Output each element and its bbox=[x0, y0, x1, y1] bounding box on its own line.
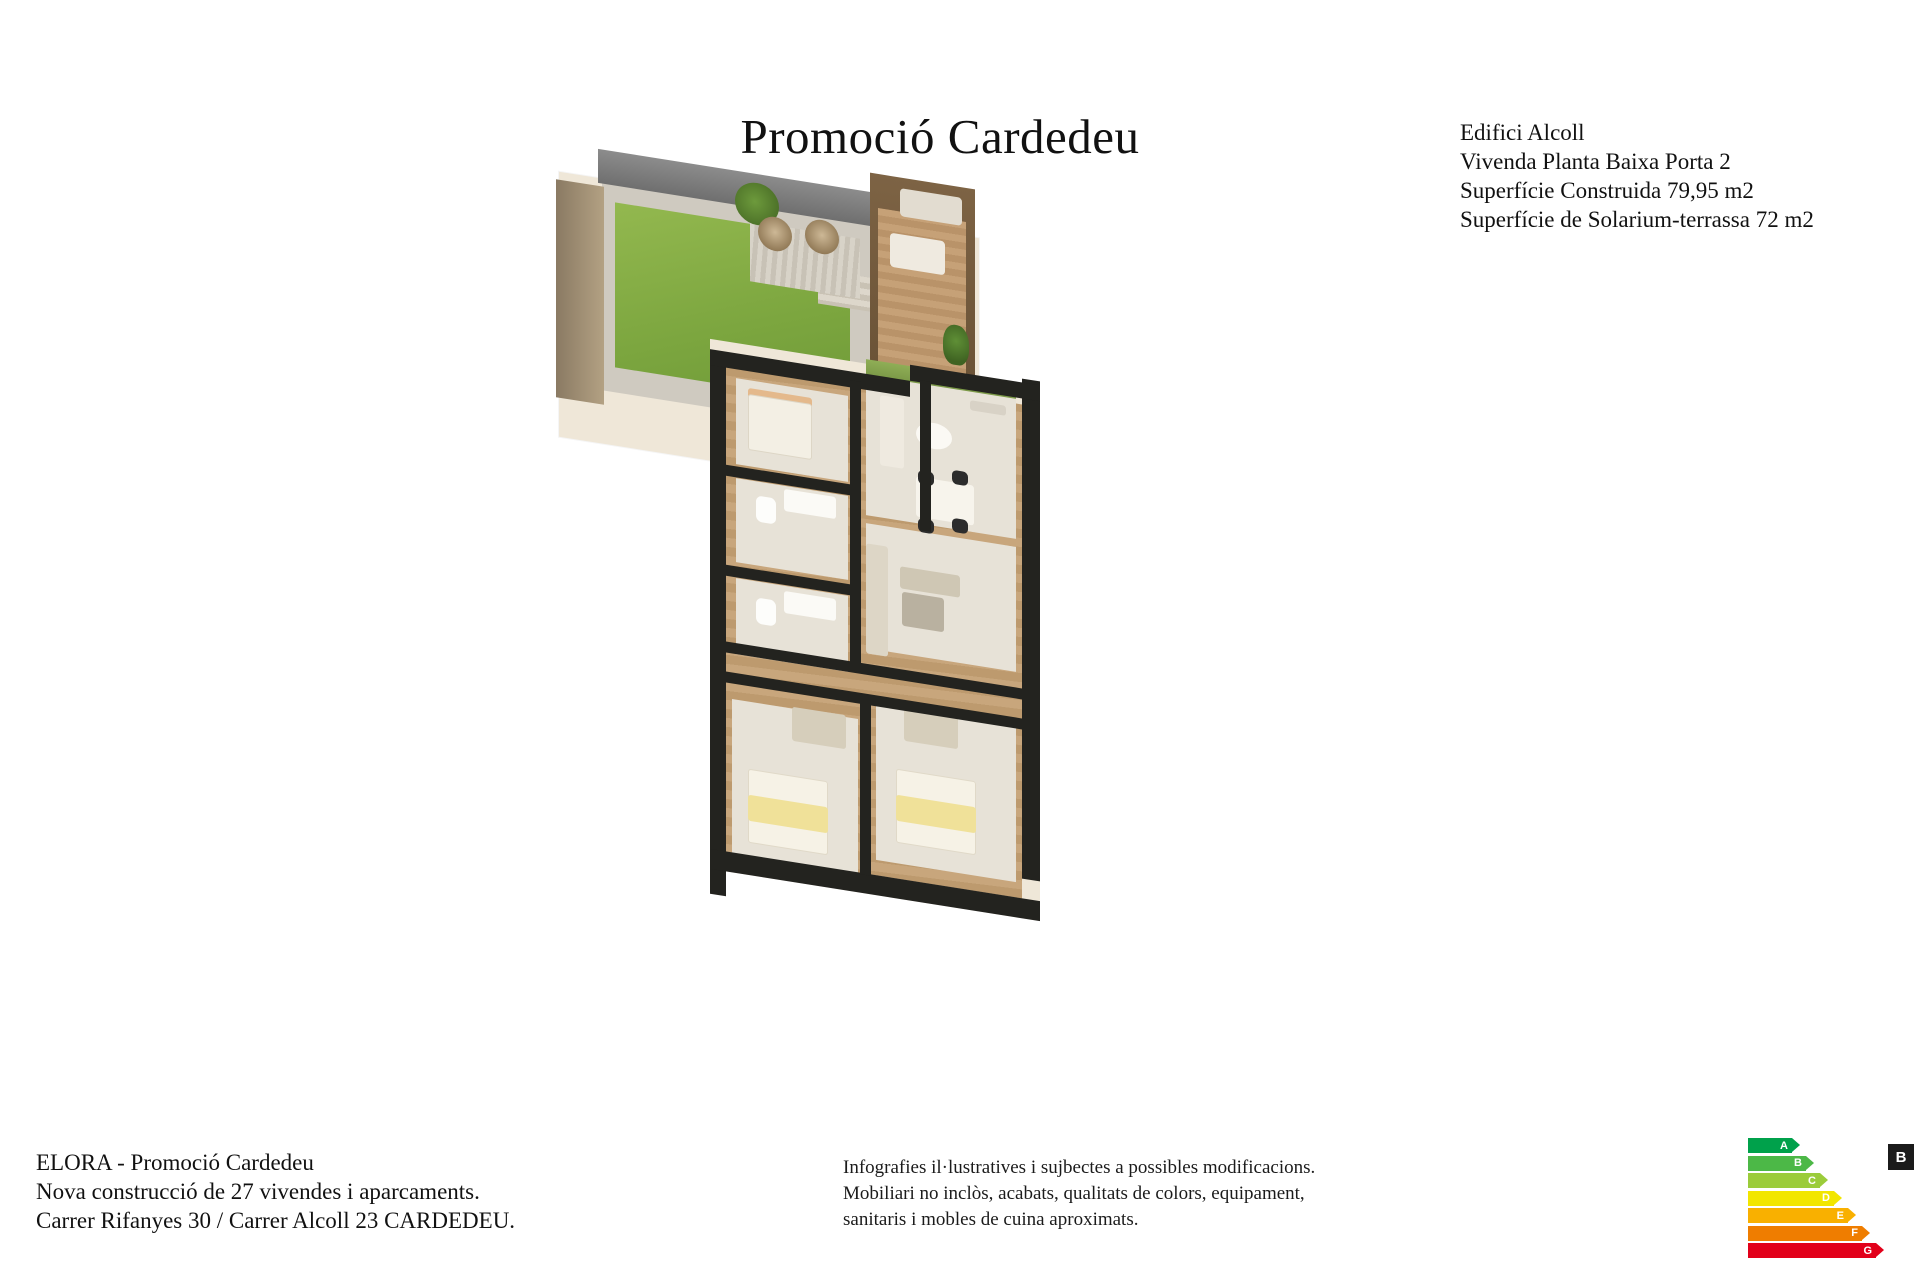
energy-bar-label: G bbox=[1863, 1244, 1872, 1257]
promo-line-1: ELORA - Promoció Cardedeu bbox=[36, 1150, 314, 1175]
energy-bar-label: E bbox=[1836, 1209, 1844, 1222]
energy-rating-label bbox=[1748, 1138, 1907, 1257]
logo-placeholder bbox=[30, 8, 348, 273]
bathroom-1-toilet bbox=[756, 495, 776, 524]
energy-bar-f bbox=[1748, 1226, 1862, 1241]
info-built-area: Superfície Construida 79,95 m2 bbox=[1460, 178, 1754, 203]
energy-rating-badge: B bbox=[1888, 1144, 1914, 1170]
energy-bar-label: D bbox=[1822, 1192, 1830, 1204]
bedroom-1-bed bbox=[748, 394, 812, 460]
dining-chair bbox=[952, 518, 968, 535]
energy-bars bbox=[1748, 1138, 1898, 1258]
energy-bar-d bbox=[1748, 1191, 1834, 1206]
energy-bar-e bbox=[1748, 1208, 1848, 1223]
living-room-sofa bbox=[880, 395, 904, 469]
interior-wall-vertical-1 bbox=[850, 380, 861, 672]
dining-chair bbox=[952, 470, 968, 487]
floor-plan-illustration bbox=[560, 175, 1300, 1095]
energy-bar-c bbox=[1748, 1173, 1820, 1188]
disclaimer-line-3: sanitaris i mobles de cuina aproximats. bbox=[843, 1209, 1139, 1230]
terrace-wall-left bbox=[556, 179, 604, 405]
promo-line-3: Carrer Rifanyes 30 / Carrer Alcoll 23 CARDEDEU. bbox=[36, 1208, 516, 1233]
info-unit: Vivenda Planta Baixa Porta 2 bbox=[1460, 149, 1731, 174]
energy-bar-label: A bbox=[1780, 1139, 1788, 1152]
disclaimer-line-1: Infografies il·lustratives i sujbectes a possibles modificacions. bbox=[843, 1157, 1316, 1178]
energy-bar-label: B bbox=[1794, 1157, 1802, 1169]
info-terrace-area: Superfície de Solarium-terrassa 72 m2 bbox=[1460, 207, 1814, 232]
exterior-wall-right bbox=[1022, 379, 1040, 882]
disclaimer-line-2: Mobiliari no inclòs, acabats, qualitats de colors, equipament, bbox=[843, 1183, 1305, 1204]
interior-wall-vertical-3 bbox=[860, 694, 871, 876]
promotion-info-block bbox=[36, 1148, 515, 1235]
info-building: Edifici Alcoll bbox=[1460, 120, 1585, 145]
unit-info-block bbox=[1460, 118, 1814, 234]
promo-line-2: Nova construcció de 27 vivendes i aparcaments. bbox=[36, 1179, 480, 1204]
disclaimer-block bbox=[843, 1155, 1315, 1233]
exterior-wall-left bbox=[710, 364, 726, 897]
energy-bar-g bbox=[1748, 1243, 1876, 1258]
energy-bar-b bbox=[1748, 1156, 1806, 1171]
kitchen-hob bbox=[902, 592, 944, 633]
page-title: Promoció Cardedeu bbox=[740, 109, 1140, 164]
energy-bar-label: F bbox=[1851, 1227, 1858, 1239]
bathroom-2-toilet bbox=[756, 597, 776, 626]
energy-bar-a bbox=[1748, 1138, 1792, 1153]
kitchen-counter-run bbox=[866, 543, 888, 656]
energy-bar-label: C bbox=[1808, 1174, 1816, 1187]
interior-wall-vertical-2 bbox=[920, 380, 931, 532]
